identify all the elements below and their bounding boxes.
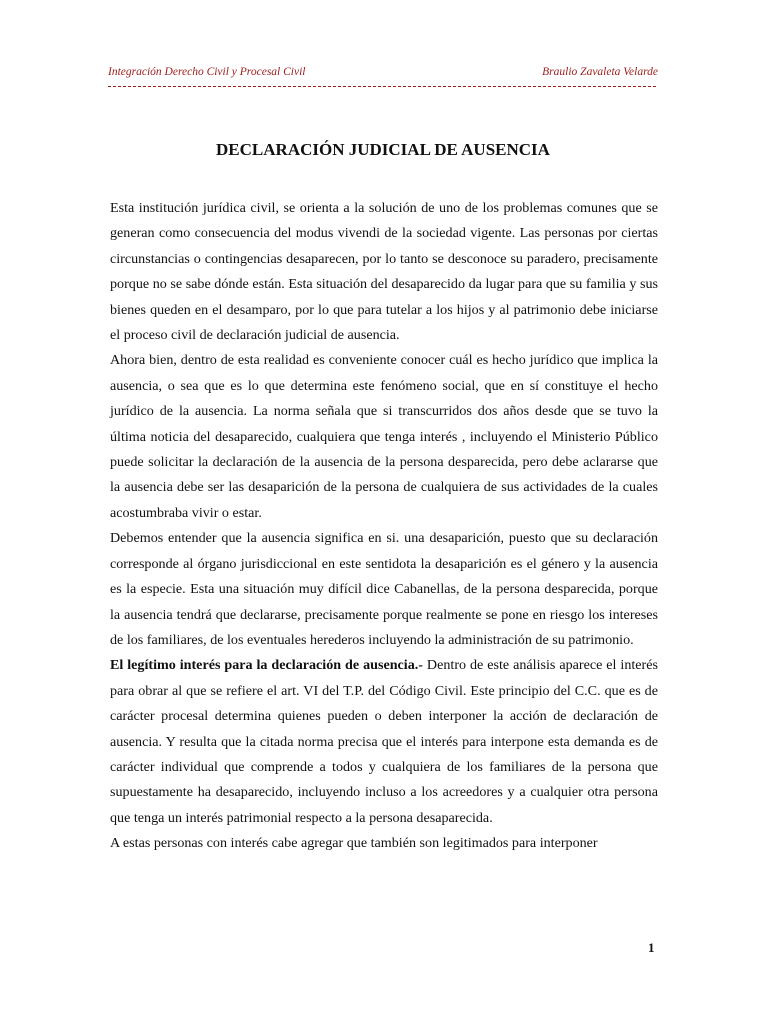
paragraph-3: Debemos entender que la ausencia significa en si. una desaparición, puesto que su declaración corresponde al órgano jurisdiccional en este sentidota la desaparición es el género y la ausencia es la especie. Esta una situación muy difícil dice Cabanellas, de la persona desparecida, porque la ausencia tendrá que declararse, precisamente porque realmente se pone en riesgo los intereses de los familiares, de los eventuales herederos incluyendo la administración de su patrimonio. — [110, 530, 658, 648]
header-course-title: Integración Derecho Civil y Procesal Civil — [108, 66, 306, 78]
paragraph-4 — [110, 653, 658, 831]
paragraph-5: A estas personas con interés cabe agregar que también son legitimados para interponer — [110, 835, 598, 852]
section-text: Dentro de este análisis aparece el interés para obrar al que se refiere el art. VI del T.P. del Código Civil. Este principio del C.C. que es de carácter procesal determina quienes pueden o deben interponer la acción de declaración de ausencia. Y resulta que la citada norma precisa que el interés para interpone esta demanda es de carácter individual que comprende a todos y cualquiera de los familiares de la persona que supuestamente ha desaparecido, incluyendo incluso a los acreedores y a cualquier otra persona que tenga un interés patrimonial respecto a la persona desaparecida. — [110, 657, 658, 826]
document-title: DECLARACIÓN JUDICIAL DE AUSENCIA — [216, 140, 550, 159]
header-divider — [108, 86, 656, 87]
document-body — [110, 196, 658, 857]
header-author: Braulio Zavaleta Velarde — [542, 66, 658, 78]
page-number: 1 — [648, 940, 655, 955]
paragraph-1: Esta institución jurídica civil, se orienta a la solución de uno de los problemas comunes que se generan como consecuencia del modus vivendi de la sociedad vigente. Las personas por ciertas circunstancias o contingencias desaparecen, por lo tanto se desconoce su paradero, precisamente porque no se sabe dónde están. Esta situación del desaparecido da lugar para que su familia y sus bienes queden en el desamparo, por lo que para tutelar a los hijos y al patrimonio debe iniciarse el proceso civil de declaración judicial de ausencia. — [110, 200, 658, 344]
paragraph-2: Ahora bien, dentro de esta realidad es conveniente conocer cuál es hecho jurídico que implica la ausencia, o sea que es lo que determina este fenómeno social, que en sí constituye el hecho jurídico de la ausencia. La norma señala que si transcurridos dos años desde que se tuvo la última noticia del desaparecido, cualquiera que tenga interés , incluyendo el Ministerio Público puede solicitar la declaración de la ausencia de la persona desparecida, pero debe aclararse que la ausencia debe ser las desaparición de la persona de cualquiera de sus actividades de la cuales acostumbraba vivir o estar. — [110, 352, 658, 521]
section-heading: El legítimo interés para la declaración de ausencia.- — [110, 657, 423, 674]
